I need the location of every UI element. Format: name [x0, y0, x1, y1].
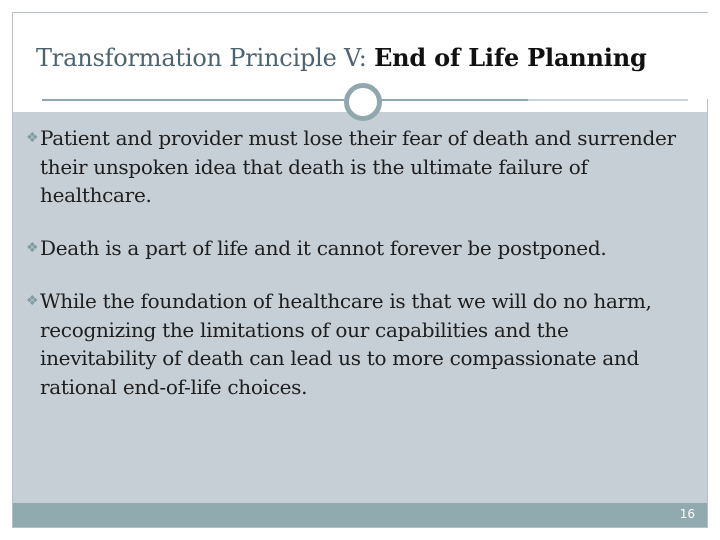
- divider-line-right-fade: [528, 99, 688, 101]
- bullet-text: Patient and provider must lose their fear of death and surrender their unspoken idea that death is the ultimate failure of healthcare.: [40, 126, 676, 207]
- slide-title: [36, 43, 647, 72]
- bullet-item: [28, 124, 678, 210]
- divider-line-left: [42, 99, 344, 101]
- title-main: End of Life Planning: [374, 43, 647, 72]
- page-number: 16: [679, 507, 695, 521]
- footer-bar: [13, 503, 707, 527]
- divider-line-right: [378, 99, 528, 101]
- bullet-text: While the foundation of healthcare is that we will do no harm, recognizing the limitations of our capabilities and the inevitability of death can lead us to more compassionate and rational end-of-life choices.: [40, 289, 652, 399]
- leaf-bullet-icon: ❖: [26, 240, 39, 256]
- bullet-text: Death is a part of life and it cannot forever be postponed.: [40, 236, 607, 260]
- leaf-bullet-icon: ❖: [26, 130, 39, 146]
- bullet-item: [28, 234, 678, 263]
- title-prefix: Transformation Principle V:: [36, 44, 375, 72]
- slide: [12, 12, 708, 528]
- leaf-bullet-icon: ❖: [26, 293, 39, 309]
- circle-divider-icon: [344, 83, 382, 121]
- bullet-item: [28, 287, 678, 401]
